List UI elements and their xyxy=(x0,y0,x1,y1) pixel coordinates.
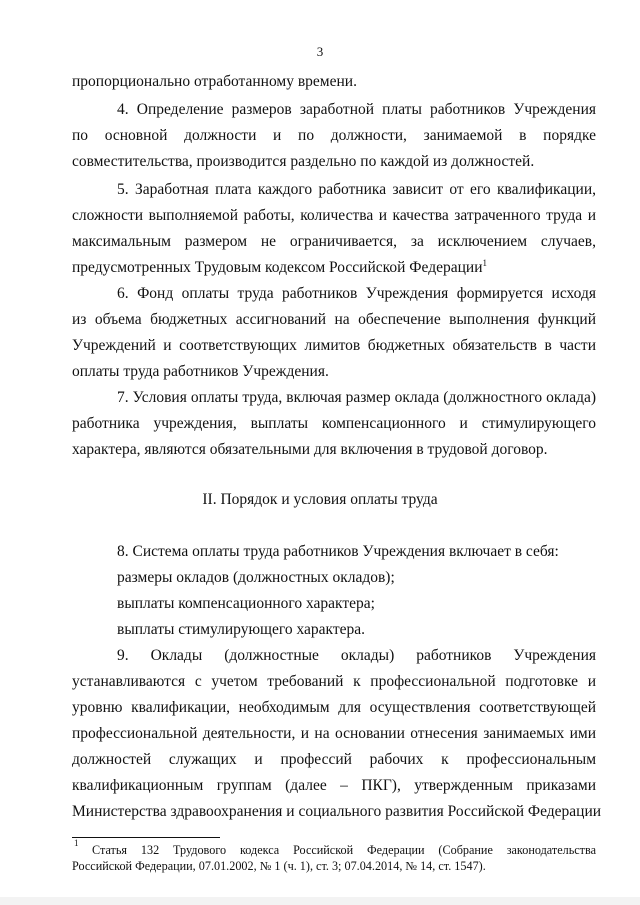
text-line: пропорционально отработанному времени. xyxy=(72,73,357,90)
text-line: квалификационным группам (далее – ПКГ), утвержденным приказами xyxy=(72,777,596,794)
text-line: размеры окладов (должностных окладов); xyxy=(117,569,395,586)
text-line xyxy=(72,258,487,278)
footnote-line: Статья 132 Трудового кодекса Российской Федерации (Собрание законодательства xyxy=(92,843,596,857)
text-line: из объема бюджетных ассигнований на обеспечение выполнения функций xyxy=(72,311,596,328)
text-line: должностей служащих и профессий рабочих к профессиональным xyxy=(72,751,596,768)
text-line: 6. Фонд оплаты труда работников Учреждения формируется исходя xyxy=(117,285,596,302)
text-line: по основной должности и по должности, занимаемой в порядке xyxy=(72,127,596,144)
text-line: максимальным размером не ограничивается, за исключением случаев, xyxy=(72,233,596,250)
text-line: характера, являются обязательными для включения в трудовой договор. xyxy=(72,441,548,458)
page-bottom-edge xyxy=(0,897,640,905)
footnote-separator xyxy=(72,837,220,838)
text-line: работника учреждения, выплаты компенсационного и стимулирующего xyxy=(72,415,596,432)
text-line: сложности выполняемой работы, количества и качества затраченного труда и xyxy=(72,207,596,224)
text-line: 8. Система оплаты труда работников Учреждения включает в себя: xyxy=(117,543,559,560)
footnote-mark: 1 xyxy=(74,838,79,848)
text-line: выплаты компенсационного характера; xyxy=(117,595,375,612)
text-line: Министерства здравоохранения и социального развития Российской Федерации xyxy=(72,803,602,820)
text-line: уровню квалификации, необходимым для осуществления соответствующей xyxy=(72,699,596,716)
text-line: Учреждений и соответствующих лимитов бюджетных обязательств в части xyxy=(72,337,596,354)
text-line: 7. Условия оплаты труда, включая размер оклада (должностного оклада) xyxy=(117,389,596,406)
text-line-content: предусмотренных Трудовым кодексом Российской Федерации xyxy=(72,259,483,276)
text-line: выплаты стимулирующего характера. xyxy=(117,621,365,638)
text-line: совместительства, производится раздельно по каждой из должностей. xyxy=(72,153,535,170)
text-line: профессиональной деятельности, и на основании отнесения занимаемых ими xyxy=(72,725,596,742)
text-line: оплаты труда работников Учреждения. xyxy=(72,363,329,380)
text-line: 5. Заработная плата каждого работника зависит от его квалификации, xyxy=(117,181,596,198)
text-line: 9. Оклады (должностные оклады) работников Учреждения xyxy=(117,647,596,664)
section-heading: II. Порядок и условия оплаты труда xyxy=(202,491,438,508)
footnote-line: Российской Федерации, 07.01.2002, № 1 (ч. 1), ст. 3; 07.04.2014, № 14, ст. 1547). xyxy=(72,859,486,873)
footnote-reference: 1 xyxy=(482,257,488,268)
page-number: 3 xyxy=(316,44,324,59)
text-line: устанавливаются с учетом требований к профессиональной подготовке и xyxy=(72,673,596,690)
text-line: 4. Определение размеров заработной платы работников Учреждения xyxy=(117,101,596,118)
